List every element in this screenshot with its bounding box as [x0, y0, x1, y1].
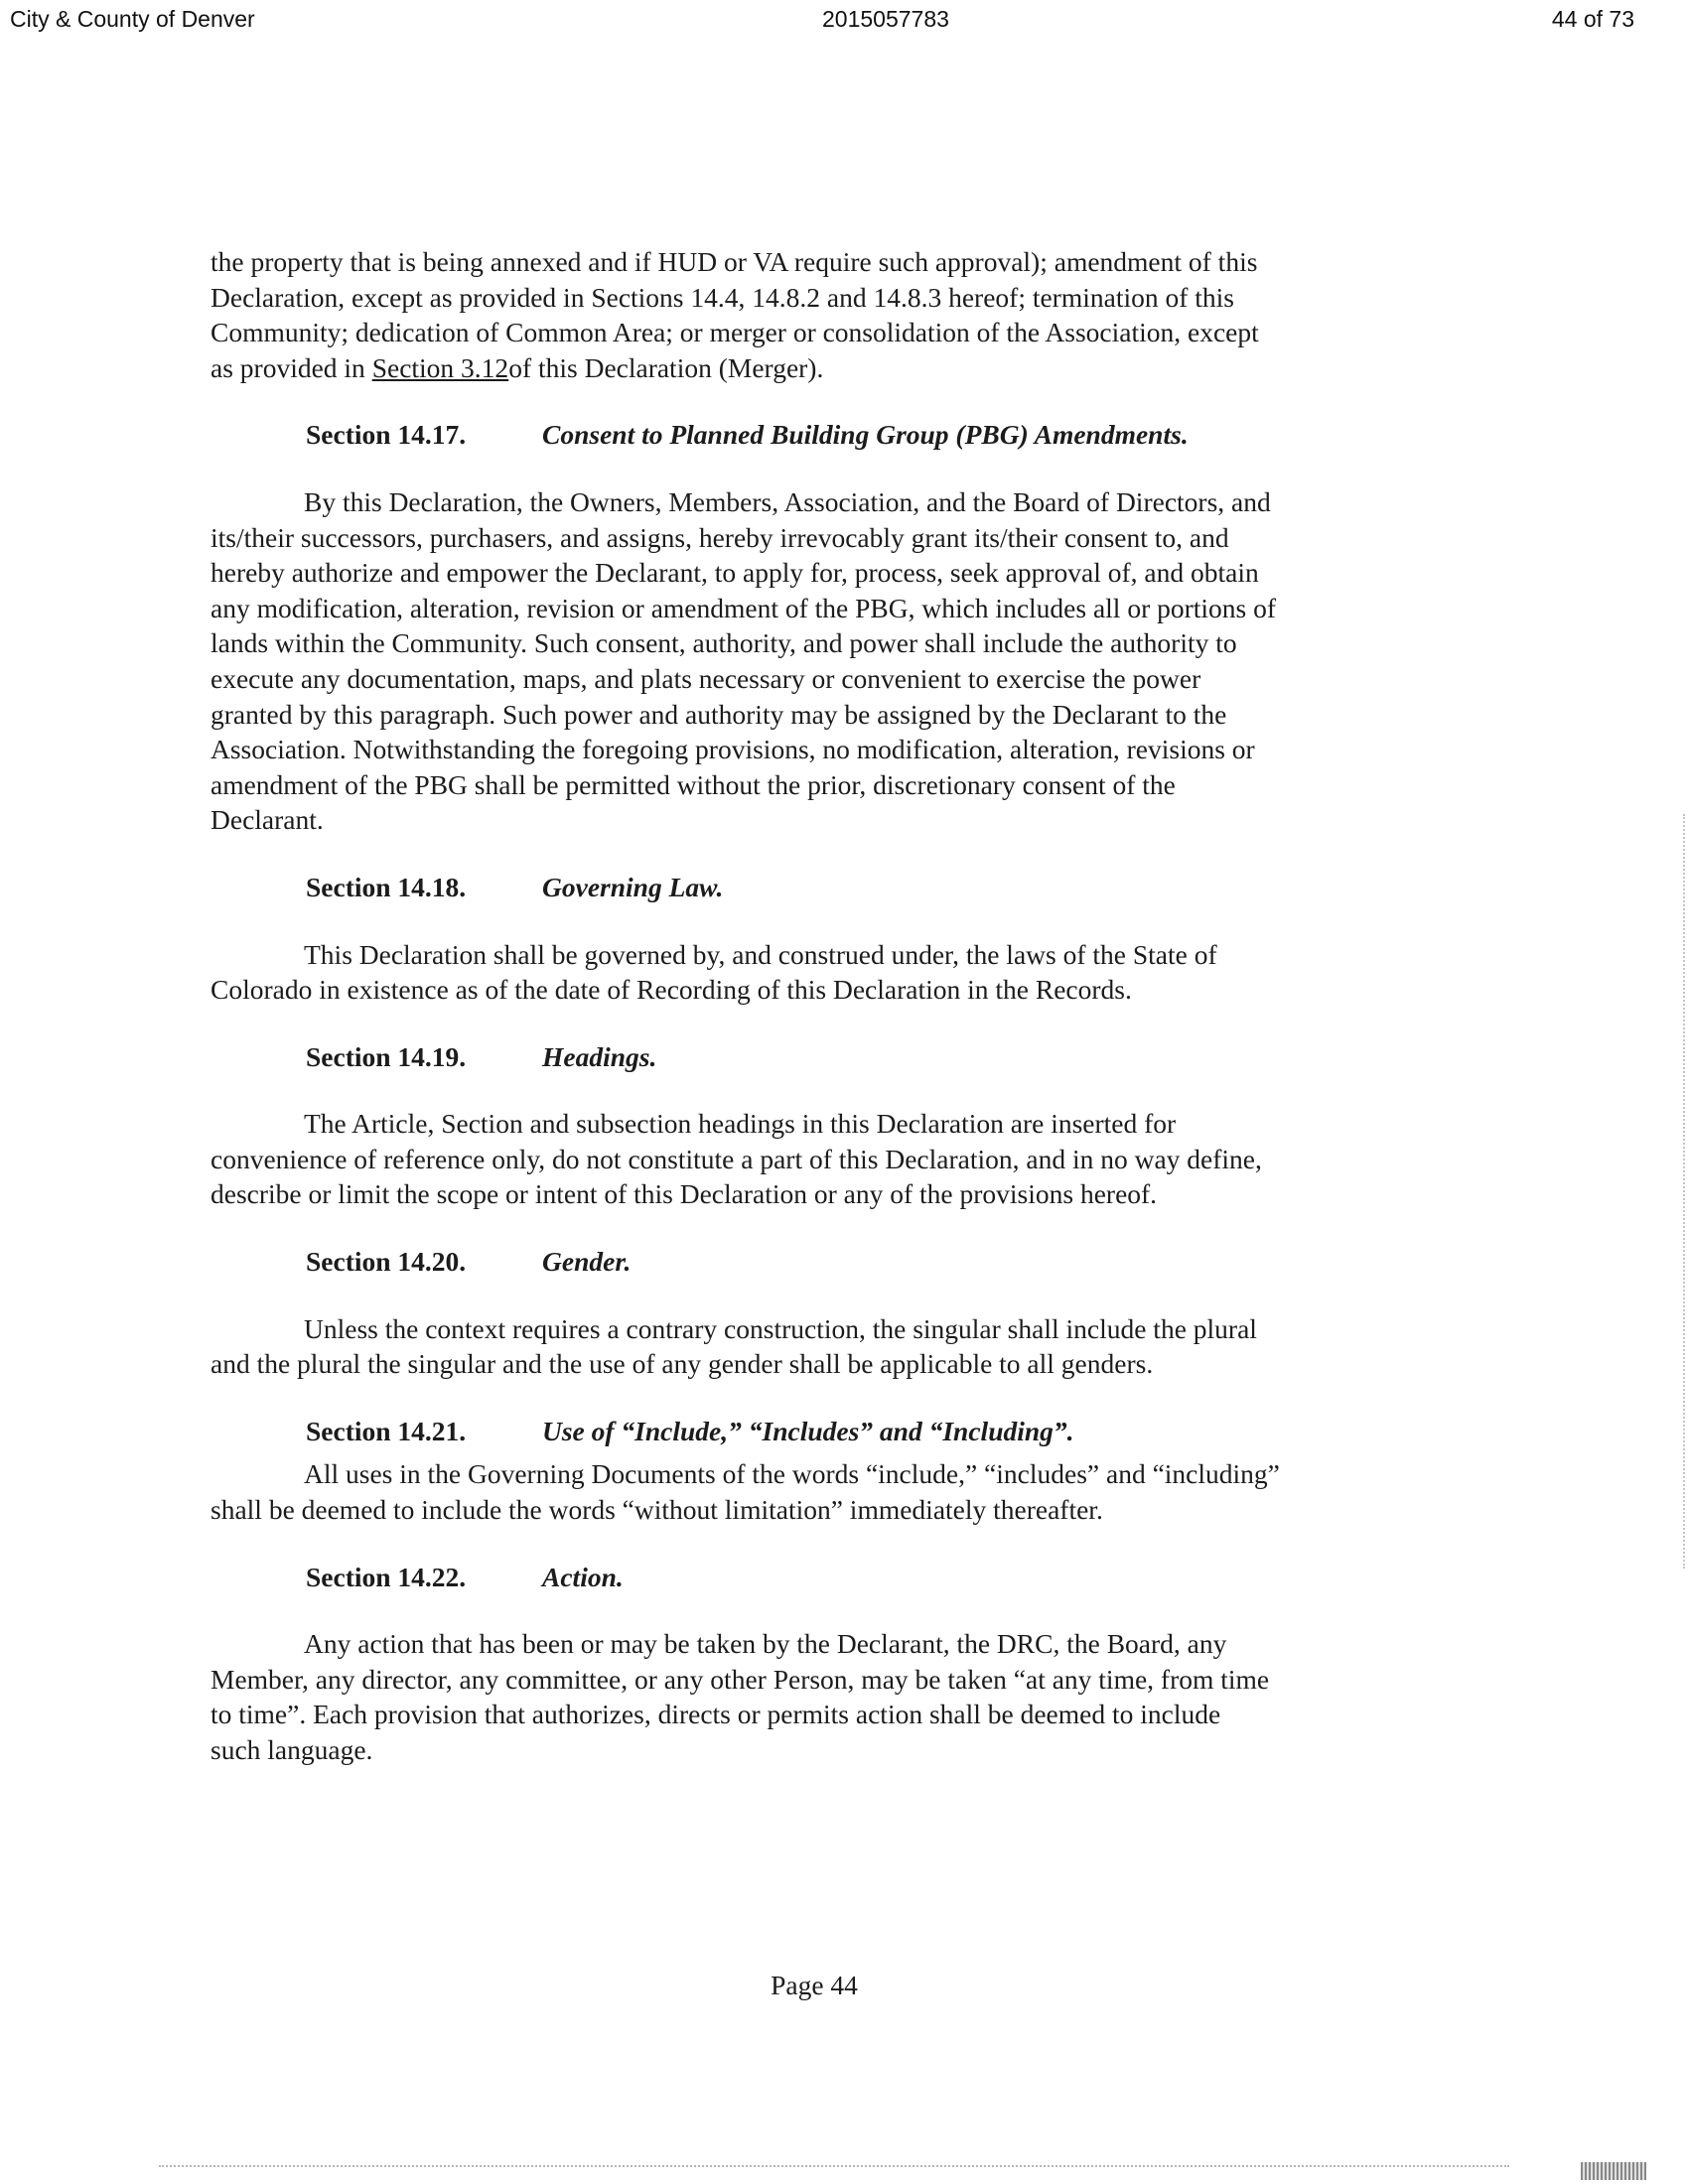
section-heading-14-21	[306, 1414, 1447, 1449]
body-line: granted by this paragraph. Such power and authority may be assigned by the Declarant to the	[211, 698, 1227, 730]
section-number: Section 14.20.	[306, 1246, 467, 1278]
intro-line: Community; dedication of Common Area; or merger or consolidation of the Association, except	[211, 317, 1259, 348]
header-county: City & County of Denver	[10, 6, 255, 32]
body-line: All uses in the Governing Documents of the words “include,” “includes” and “including”	[304, 1458, 1280, 1490]
section-title: Consent to Planned Building Group (PBG) Amendments.	[542, 419, 1189, 451]
body-line: Member, any director, any committee, or any other Person, may be taken “at any time, from time	[211, 1663, 1270, 1695]
section-number: Section 14.17.	[306, 419, 467, 451]
section-body-14-21	[211, 1456, 1447, 1527]
body-line: amendment of the PBG shall be permitted without the prior, discretionary consent of the	[211, 768, 1176, 800]
section-number: Section 14.22.	[306, 1561, 467, 1592]
section-body-14-20	[211, 1311, 1447, 1382]
section-heading-14-20	[306, 1244, 1447, 1280]
body-line: Unless the context requires a contrary construction, the singular shall include the plural	[304, 1312, 1257, 1344]
section-title: Use of “Include,” “Includes” and “Including”.	[542, 1415, 1074, 1446]
body-line: hereby authorize and empower the Declarant, to apply for, process, seek approval of, and obtain	[211, 557, 1259, 589]
section-body-14-17	[211, 484, 1447, 838]
body-line: Any action that has been or may be taken by the Declarant, the DRC, the Board, any	[304, 1628, 1227, 1660]
section-title: Action.	[542, 1561, 624, 1592]
body-line: convenience of reference only, do not constitute a part of this Declaration, and in no way define,	[211, 1143, 1262, 1174]
section-heading-14-19	[306, 1039, 1447, 1075]
body-line: and the plural the singular and the use of any gender shall be applicable to all genders.	[211, 1348, 1154, 1380]
section-heading-14-17	[306, 417, 1447, 453]
body-line: any modification, alteration, revision or amendment of the PBG, which includes all or portions of	[211, 592, 1277, 623]
scan-barcode-mark	[1581, 2162, 1646, 2180]
section-reference-link[interactable]: Section 3.12	[371, 351, 509, 383]
intro-line: Declaration, except as provided in Sections 14.4, 14.8.2 and 14.8.3 hereof; termination of this	[211, 281, 1234, 313]
body-line: By this Declaration, the Owners, Members, Association, and the Board of Directors, and	[304, 485, 1271, 517]
section-title: Headings.	[542, 1040, 657, 1072]
section-body-14-18	[211, 937, 1447, 1008]
body-line: lands within the Community. Such consent, authority, and power shall include the authority to	[211, 627, 1237, 659]
body-line: shall be deemed to include the words “without limitation” immediately thereafter.	[211, 1494, 1103, 1526]
body-line: The Article, Section and subsection headings in this Declaration are inserted for	[304, 1108, 1177, 1140]
body-line: such language.	[211, 1734, 373, 1765]
document-body	[211, 244, 1447, 1800]
section-title: Governing Law.	[542, 871, 724, 902]
intro-line: the property that is being annexed and if HUD or VA require such approval); amendment of this	[211, 246, 1258, 277]
section-heading-14-22	[306, 1560, 1447, 1595]
body-line: its/their successors, purchasers, and assigns, hereby irrevocably grant its/their consent to, and	[211, 521, 1229, 553]
body-line: Colorado in existence as of the date of Recording of this Declaration in the Records.	[211, 974, 1132, 1006]
intro-paragraph	[211, 244, 1447, 385]
scan-bottom-artifact	[159, 2165, 1509, 2167]
body-line: execute any documentation, maps, and plats necessary or convenient to exercise the power	[211, 662, 1201, 694]
header-reception-number: 2015057783	[822, 6, 949, 32]
section-body-14-19	[211, 1106, 1447, 1212]
section-heading-14-18	[306, 870, 1447, 905]
header-page-count: 44 of 73	[1551, 6, 1634, 32]
section-number: Section 14.21.	[306, 1415, 467, 1446]
body-line: Declarant.	[211, 804, 324, 836]
section-number: Section 14.19.	[306, 1040, 467, 1072]
section-body-14-22	[211, 1626, 1447, 1767]
body-line: describe or limit the scope or intent of this Declaration or any of the provisions hereof.	[211, 1178, 1158, 1210]
body-line: to time”. Each provision that authorizes, directs or permits action shall be deemed to include	[211, 1699, 1221, 1730]
scan-edge-artifact	[1683, 814, 1685, 1569]
intro-line: as provided in Section 3.12of this Declaration (Merger).	[211, 351, 824, 383]
body-line: This Declaration shall be governed by, and construed under, the laws of the State of	[304, 938, 1217, 970]
section-title: Gender.	[542, 1246, 632, 1278]
section-number: Section 14.18.	[306, 871, 467, 902]
body-line: Association. Notwithstanding the foregoing provisions, no modification, alteration, revisions or	[211, 734, 1255, 765]
page-number-footer: Page 44	[771, 1970, 858, 2000]
